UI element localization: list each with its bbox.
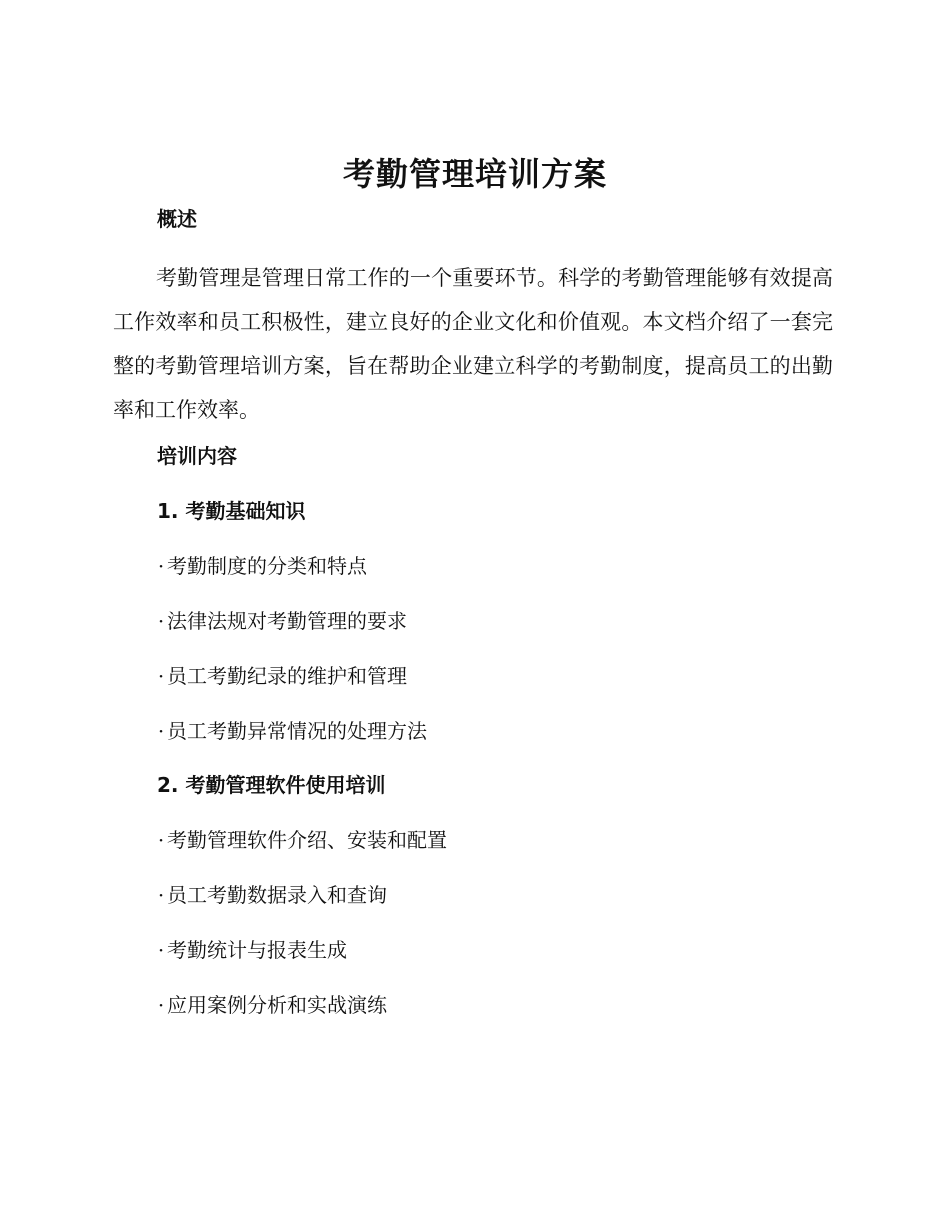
list-item xyxy=(155,662,407,690)
list-item-text: 员工考勤数据录入和查询 xyxy=(167,883,387,907)
list-item xyxy=(155,607,407,635)
list-item xyxy=(155,881,387,909)
bullet-icon: · xyxy=(157,993,165,1017)
list-item xyxy=(155,936,347,964)
bullet-icon: · xyxy=(157,609,165,633)
bullet-icon: · xyxy=(157,719,165,743)
bullet-icon: · xyxy=(157,554,165,578)
list-item xyxy=(155,552,367,580)
list-item-text: 考勤统计与报表生成 xyxy=(167,938,347,962)
overview-heading: 概述 xyxy=(157,207,197,231)
overview-paragraph: 考勤管理是管理日常工作的一个重要环节。科学的考勤管理能够有效提高工作效率和员工积极性，建立良好的企业文化和价值观。本文档介绍了一套完整的考勤管理培训方案，旨在帮助企业建立科学的考勤制度，提高员工的出勤率和工作效率。 xyxy=(113,266,833,422)
list-item-text: 法律法规对考勤管理的要求 xyxy=(167,609,407,633)
list-item-text: 员工考勤异常情况的处理方法 xyxy=(167,719,427,743)
document-title: 考勤管理培训方案 xyxy=(342,155,607,193)
list-item-text: 考勤制度的分类和特点 xyxy=(167,554,367,578)
bullet-icon: · xyxy=(157,883,165,907)
list-item-text: 考勤管理软件介绍、安装和配置 xyxy=(167,828,447,852)
list-item-text: 员工考勤纪录的维护和管理 xyxy=(167,664,407,688)
bullet-icon: · xyxy=(157,664,165,688)
training-content-heading: 培训内容 xyxy=(157,444,237,468)
list-item xyxy=(155,991,387,1019)
section-2-heading: 2. 考勤管理软件使用培训 xyxy=(157,773,386,797)
list-item xyxy=(155,826,447,854)
list-item-text: 应用案例分析和实战演练 xyxy=(167,993,387,1017)
bullet-icon: · xyxy=(157,828,165,852)
bullet-icon: · xyxy=(157,938,165,962)
section-1-heading: 1. 考勤基础知识 xyxy=(157,499,306,523)
list-item xyxy=(155,717,427,745)
